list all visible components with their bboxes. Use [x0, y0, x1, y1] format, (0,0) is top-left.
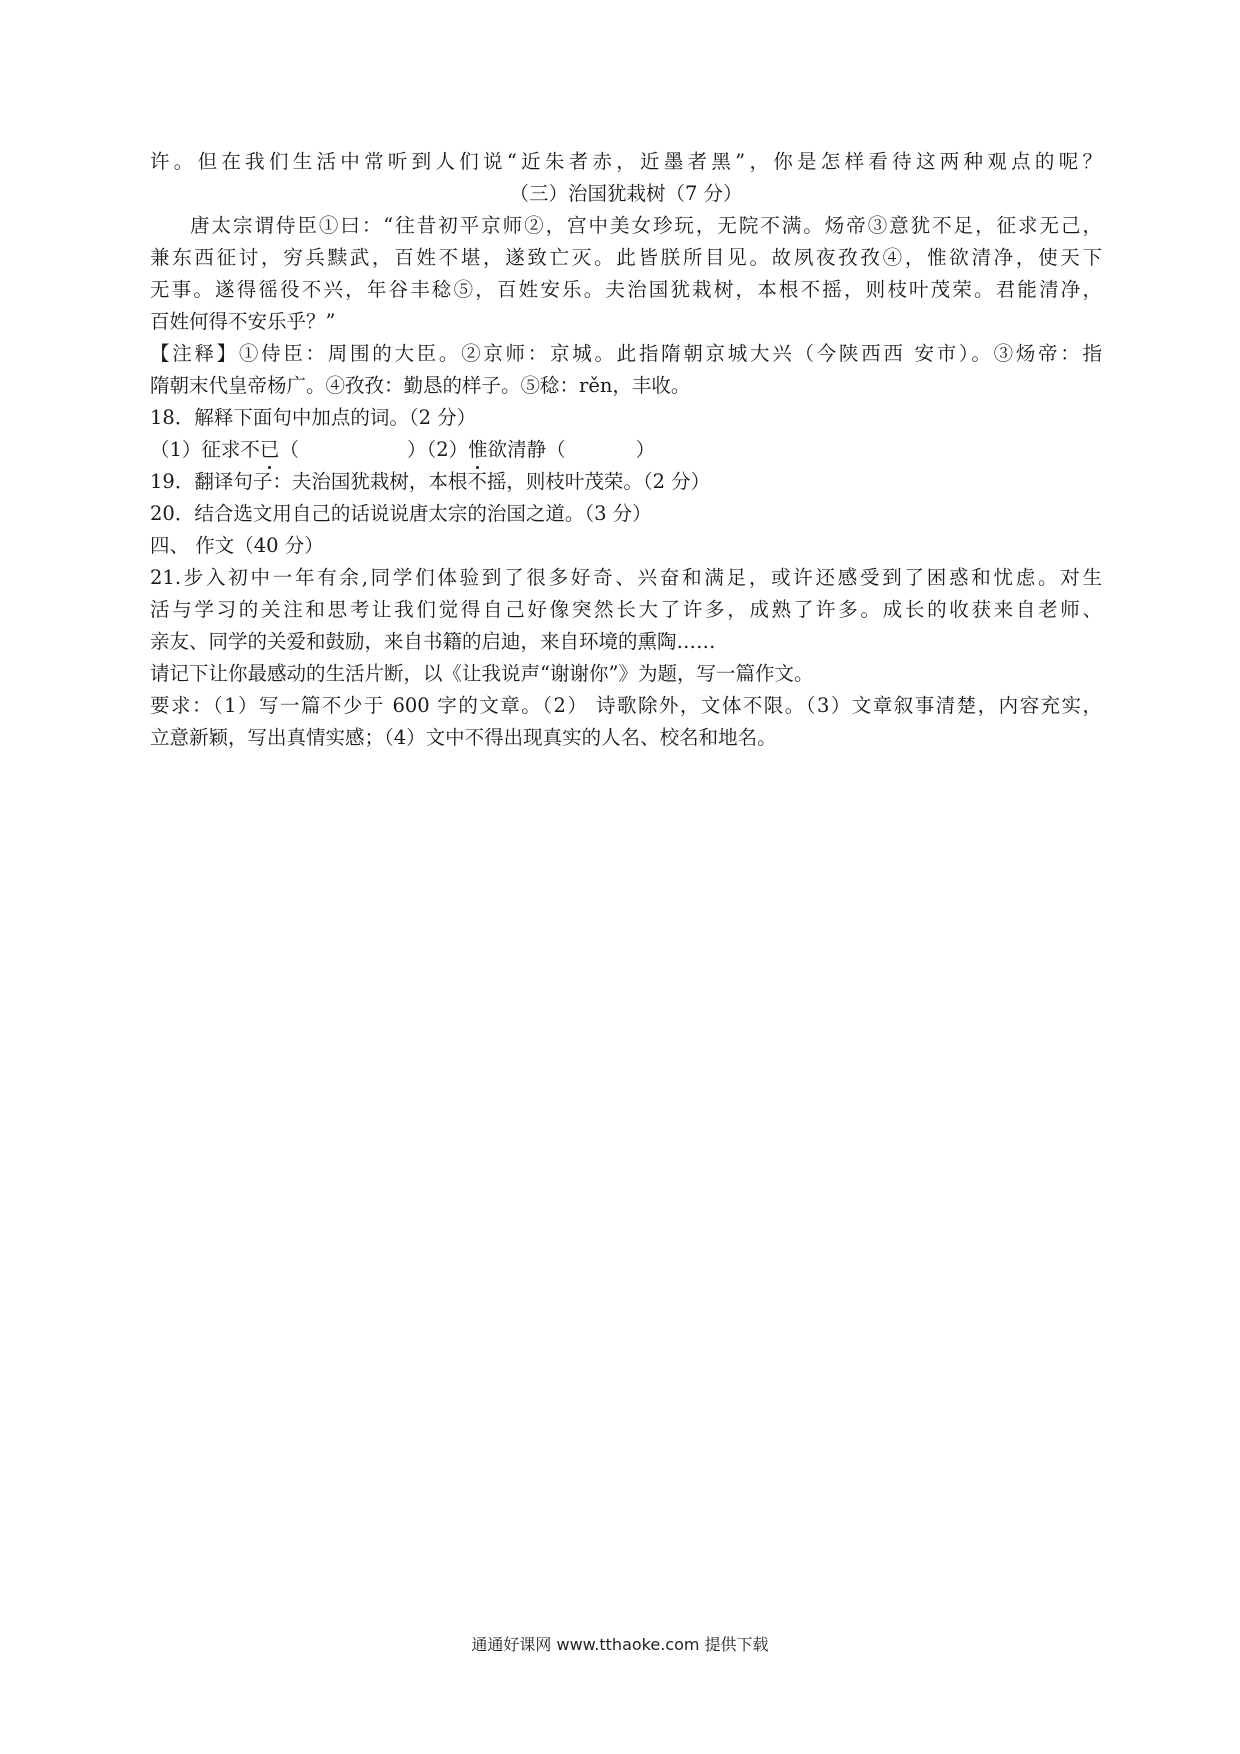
- requirements-line: 要求：（1）写一篇不少于 600 字的文章。（2） 诗歌除外，文体不限。（3）文章叙事清楚，内容充实，: [150, 694, 1102, 717]
- passage-line: 兼东西征讨，穷兵黩武，百姓不堪，遂致亡灭。此皆朕所目见。故夙夜孜孜④，惟欲清净，使天下: [150, 246, 1102, 269]
- question-21-line: 21.步入初中一年有余,同学们体验到了很多好奇、兴奋和满足，或许还感受到了困惑和忧虑。对生: [150, 566, 1102, 589]
- question-21-line: 活与学习的关注和思考让我们觉得自己好像突然长大了许多，成熟了许多。成长的收获来自老师、: [150, 598, 1102, 621]
- text-line: 许。但在我们生活中常听到人们说“近朱者赤，近墨者黑”，你是怎样看待这两种观点的呢？: [150, 150, 1102, 173]
- q18-open-paren: （: [279, 438, 299, 461]
- annotation-line: 【注释】①侍臣：周围的大臣。②京师：京城。此指隋朝京城大兴（今陕西西 安市）。③炀帝：指: [150, 342, 1102, 365]
- question-18-items: [150, 434, 1102, 466]
- requirements-line: 立意新颖，写出真情实感；（4）文中不得出现真实的人名、校名和地名。: [150, 726, 777, 749]
- question-19: 19．翻译句子：夫治国犹栽树，本根不摇，则枝叶茂荣。（2 分）: [150, 470, 711, 493]
- question-21-line: 亲友、同学的关爱和鼓励，来自书籍的启迪，来自环境的熏陶……: [150, 630, 716, 653]
- q18-dotted-word-2: 惟: [468, 434, 488, 466]
- q18-close-paren: ）: [635, 438, 656, 461]
- part-4-heading: 四、 作文（40 分）: [150, 534, 324, 557]
- question-21-line: 请记下让你最感动的生活片断，以《让我说声“谢谢你”》为题，写一篇作文。: [150, 662, 814, 685]
- passage-line: 唐太宗谓侍臣①曰：“往昔初平京师②，宫中美女珍玩，无院不满。炀帝③意犹不足，征求无己，: [190, 214, 1102, 237]
- q18-item1-prefix: （1）征求不: [150, 438, 260, 461]
- passage-line: 百姓何得不安乐乎？”: [150, 310, 336, 333]
- q18-item2-prefix: ）（2）: [406, 438, 469, 461]
- q18-dotted-word-1: 已: [260, 434, 280, 466]
- question-20: 20．结合选文用自己的话说说唐太宗的治国之道。（3 分）: [150, 502, 652, 525]
- passage-line: 无事。遂得徭役不兴，年谷丰稔⑤，百姓安乐。夫治国犹栽树，本根不摇，则枝叶茂荣。君能清净，: [150, 278, 1102, 301]
- page-footer: 通通好课网 www.tthaoke.com 提供下载: [471, 1635, 769, 1654]
- q18-item2-text: 欲清静（: [487, 438, 566, 461]
- section-heading: （三）治国犹栽树（7 分）: [509, 182, 743, 205]
- question-18: 18．解释下面句中加点的词。（2 分）: [150, 406, 477, 429]
- annotation-line: 隋朝末代皇帝杨广。④孜孜：勤恳的样子。⑤稔：rěn，丰收。: [150, 374, 691, 397]
- document-body: [150, 146, 1102, 754]
